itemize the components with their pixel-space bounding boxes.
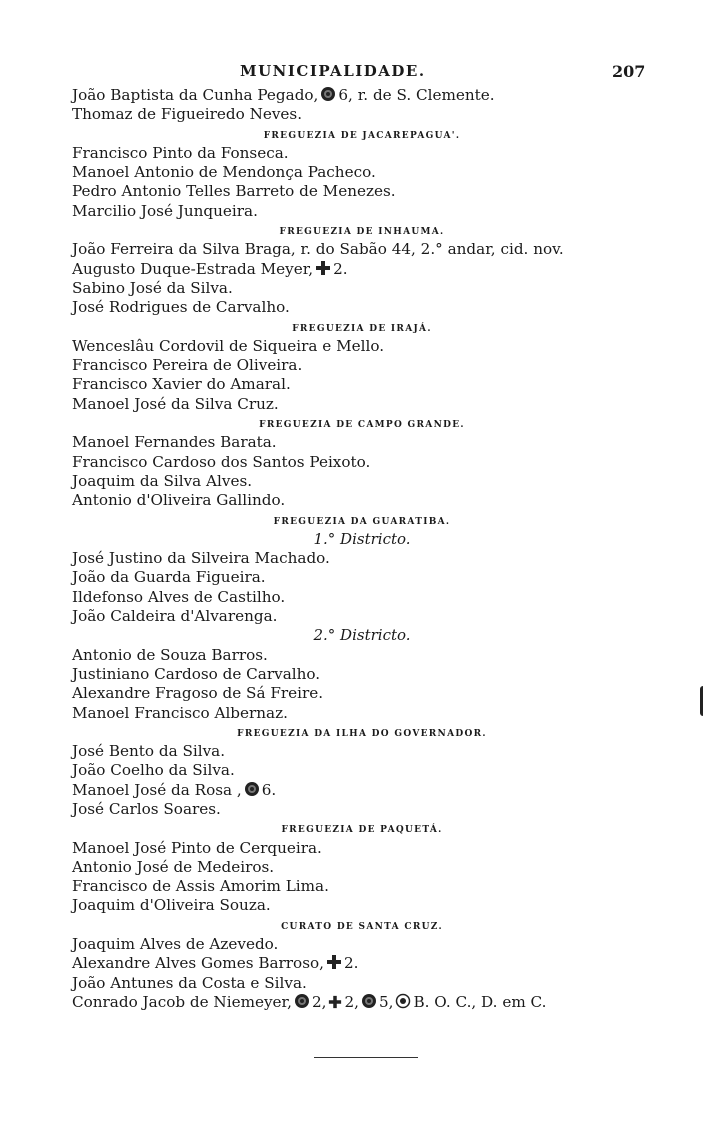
list-item: Francisco Pereira de Oliveira.: [72, 356, 303, 375]
medal-circle-icon: [395, 993, 411, 1009]
list-item: Antonio José de Medeiros.: [72, 857, 275, 876]
rose-order-icon: [320, 86, 336, 102]
list-item: Joaquim da Silva Alves.: [72, 471, 253, 490]
list-item: Thomaz de Figueiredo Neves.: [72, 105, 303, 124]
list-item: Manoel Francisco Albernaz.: [72, 703, 288, 722]
list-item: Joaquim Alves de Azevedo.: [72, 935, 279, 954]
list-item: Wenceslâu Cordovil de Siqueira e Mello.: [72, 336, 385, 355]
list-item: José Justino da Silveira Machado.: [72, 549, 330, 568]
list-item: Augusto Duque-Estrada Meyer, 2.: [72, 259, 348, 278]
end-rule: [314, 1057, 418, 1058]
district-heading: 2.° Districto.: [313, 626, 411, 645]
list-item: João da Guarda Figueira.: [72, 568, 266, 587]
list-item: João Coelho da Silva.: [72, 761, 235, 780]
christ-order-cross-icon: [315, 260, 331, 276]
section-heading: FREGUEZIA DE CAMPO GRANDE.: [259, 420, 465, 431]
member-list: [72, 86, 652, 1012]
list-item: Francisco Cardoso dos Santos Peixoto.: [72, 452, 371, 471]
list-item: Manoel José Pinto de Cerqueira.: [72, 838, 322, 857]
section-heading: FREGUEZIA DA GUARATIBA.: [273, 516, 451, 527]
list-item: Sabino José da Silva.: [72, 278, 233, 297]
list-item: Justiniano Cardoso de Carvalho.: [72, 664, 321, 683]
section-heading: FREGUEZIA DA ILHA DO GOVERNADOR.: [237, 728, 487, 739]
list-item: José Bento da Silva.: [72, 742, 226, 761]
list-item: Conrado Jacob de Niemeyer, 2, 2, 5, B. O. C., D. em C.: [72, 992, 547, 1011]
christ-order-cross-icon: [328, 995, 342, 1009]
running-title: MUNICIPALIDADE.: [240, 62, 426, 80]
list-item: José Rodrigues de Carvalho.: [72, 298, 290, 317]
list-item: Manoel Antonio de Mendonça Pacheco.: [72, 163, 376, 182]
list-item: Pedro Antonio Telles Barreto de Menezes.: [72, 182, 396, 201]
list-item: Francisco Xavier do Amaral.: [72, 375, 291, 394]
section-heading: FREGUEZIA DE PAQUETÁ.: [281, 825, 443, 836]
list-item: João Baptista da Cunha Pegado, 6, r. de S. Clemente.: [72, 86, 495, 104]
margin-mark: [700, 686, 709, 716]
rose-order-icon: [244, 781, 260, 797]
list-item: João Ferreira da Silva Braga, r. do Sabão 44, 2.° andar, cid. nov.: [72, 240, 564, 259]
section-heading: FREGUEZIA DE IRAJÁ.: [292, 323, 432, 334]
list-item: Ildefonso Alves de Castilho.: [72, 587, 286, 606]
rose-order-icon: [294, 993, 310, 1009]
page-header: [0, 58, 725, 84]
list-item: Alexandre Alves Gomes Barroso, 2.: [72, 954, 359, 973]
district-heading: 1.° Districto.: [313, 529, 411, 548]
list-item: Marcilio José Junqueira.: [72, 201, 258, 220]
list-item: João Antunes da Costa e Silva.: [72, 973, 307, 992]
page-number: 207: [612, 62, 646, 81]
list-item: Francisco Pinto da Fonseca.: [72, 143, 289, 162]
section-heading: CURATO DE SANTA CRUZ.: [281, 921, 443, 932]
list-item: Manoel José da Silva Cruz.: [72, 394, 279, 413]
list-item: João Caldeira d'Alvarenga.: [72, 607, 278, 626]
section-heading: FREGUEZIA DE INHAUMA.: [279, 227, 445, 238]
section-heading: FREGUEZIA DE JACAREPAGUA'.: [263, 130, 461, 141]
list-item: Antonio d'Oliveira Gallindo.: [72, 491, 286, 510]
rose-order-icon: [361, 993, 377, 1009]
list-item: Manoel José da Rosa , 6.: [72, 780, 277, 799]
list-item: Joaquim d'Oliveira Souza.: [72, 896, 271, 915]
list-item: Manoel Fernandes Barata.: [72, 433, 277, 452]
list-item: Alexandre Fragoso de Sá Freire.: [72, 684, 324, 703]
list-item: Francisco de Assis Amorim Lima.: [72, 877, 329, 896]
christ-order-cross-icon: [326, 954, 342, 970]
list-item: José Carlos Soares.: [72, 799, 221, 818]
list-item: Antonio de Souza Barros.: [72, 645, 268, 664]
